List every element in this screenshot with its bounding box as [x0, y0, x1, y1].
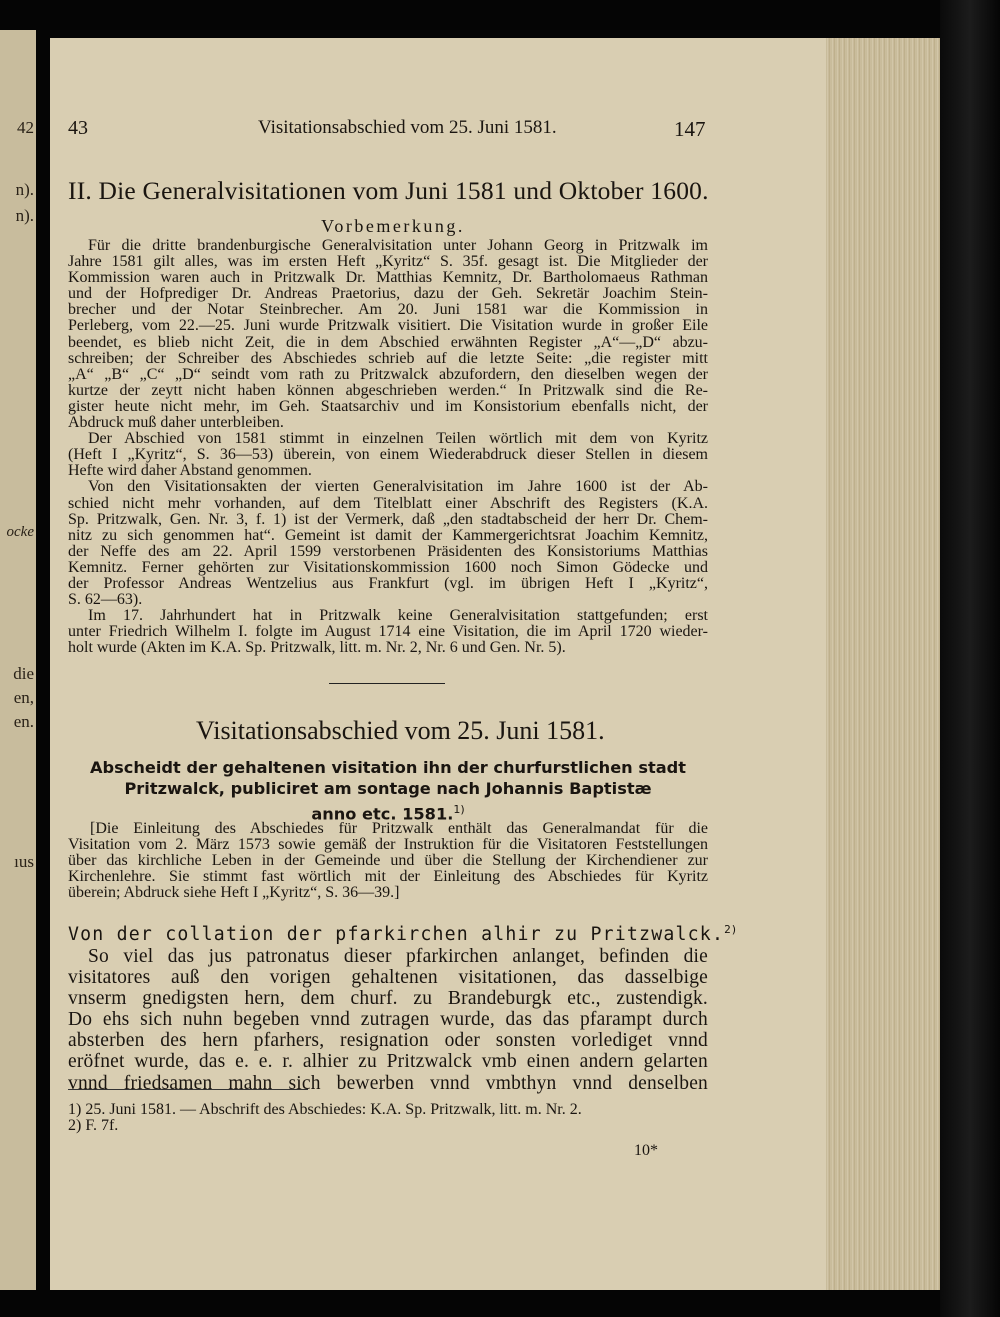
header-left-number: 43: [68, 117, 88, 139]
collation-heading: [68, 923, 737, 945]
footnote-2: 2) F. 7f.: [68, 1117, 119, 1134]
margin-fragment: ocke: [6, 524, 34, 540]
preface-line: gister heute nicht mehr, im Geh. Staatsarchiv und im Konsistorium ebenfalls nicht, der: [68, 397, 708, 415]
footnotes: [68, 1102, 708, 1134]
body-line: So viel das jus patronatus dieser pfarkirchen anlanget, befinden die: [88, 946, 708, 967]
preface-line: und der Hofprediger Dr. Andreas Praetorius, dazu der Geh. Sekretär Joachim Stein-: [68, 285, 708, 303]
preface-line: Kommission waren auch in Pritzwalk Dr. Matthias Kemnitz, Dr. Bartholomaeus Rathman: [68, 269, 708, 287]
body-line: eröfnet wurde, das e. e. r. alhier zu Pritzwalck vmb einen andern gelarten: [68, 1051, 708, 1073]
preface-line: schied nicht mehr vorhanden, auf dem Titelblatt einer Abschrift des Registers (K.A.: [68, 494, 708, 512]
subtitle-line: anno etc. 1581.: [311, 804, 454, 824]
section-divider: [329, 683, 445, 684]
running-title: Visitationsabschied vom 25. Juni 1581.: [258, 117, 557, 138]
preface-line: Im 17. Jahrhundert hat in Pritzwalk keine Generalvisitation stattgefunden; erst: [88, 607, 708, 625]
collation-footnote-ref: 2): [724, 923, 738, 936]
body-line: vnserm gnedigsten hern, dem churf. zu Brandeburgk etc., zustendigk.: [68, 988, 708, 1010]
collation-heading-text: Von der collation der pfarkirchen alhir zu Pritzwalck.: [68, 924, 725, 946]
preface-line: Perleberg, vom 22.—25. Juni wurde Pritzwalk visitiert. Die Visitation wurde in großer Eile: [68, 317, 708, 335]
intro-line: über das kirchliche Leben in der Gemeinde und über die Stellung der Kirchendiener zur: [68, 852, 708, 870]
preface-line: Sp. Pritzwalk, Gen. Nr. 3, f. 1) ist der Vermerk, daß „den stadtabscheid der herr Dr. Chem-: [68, 510, 708, 528]
preface-line: Von den Visitationsakten der vierten Generalvisitation im Jahre 1600 ist der Ab-: [88, 478, 708, 496]
body-line: Do ehs sich nuhn begeben vnnd zutragen wurde, das das pfarampt durch: [68, 1009, 708, 1031]
margin-fragment: n).: [15, 206, 34, 225]
preface-line: kurtze der zeytt nicht haben können abgeschrieben werden.“ In Pritzwalk sind die Re-: [68, 381, 708, 399]
footnote-rule: [68, 1089, 308, 1090]
preface: [68, 238, 708, 656]
intro-line: Kirchenlehre. Sie stimmt fast wörtlich mit der Einleitung des Abschiedes für Kyritz: [68, 868, 708, 886]
preface-line: unter Friedrich Wilhelm I. folgte im August 1714 eine Visitation, die im April 1720 wieder-: [68, 623, 708, 641]
preface-line: S. 62—63).: [68, 591, 143, 609]
document-subtitle: [68, 757, 708, 824]
margin-fragment: 42: [17, 118, 34, 137]
preface-heading-text: Vorbemerkung.: [321, 216, 465, 236]
intro-line: [Die Einleitung des Abschiedes für Pritzwalk enthält das Generalmandat für die: [90, 820, 708, 837]
subtitle-line: Abscheidt der gehaltenen visitation ihn der churfurstlichen stadt: [90, 758, 686, 777]
intro-line: überein; Abdruck siehe Heft I „Kyritz“, S. 36—39.]: [68, 884, 400, 902]
book-cover-spine: [940, 0, 1000, 1317]
preface-line: holt wurde (Akten im K.A. Sp. Pritzwalk, litt. m. Nr. 2, Nr. 6 und Gen. Nr. 5).: [68, 639, 566, 657]
body-line: visitatores auß den vorigen gehaltenen visitationen, das dasselbige: [68, 967, 708, 989]
preface-line: der Neffe des am 22. April 1599 verstorbenen Präsidenten des Konsistoriums Matthias: [68, 542, 708, 560]
margin-fragment: en,: [13, 688, 34, 707]
document-title: Visitationsabschied vom 25. Juni 1581.: [196, 716, 605, 745]
intro-line: Visitation vom 2. März 1573 sowie gemäß der Instruktion für die Visitatoren Feststellungen: [68, 836, 708, 854]
preface-heading: [0, 216, 776, 237]
preface-line: „A“ „B“ „C“ „D“ seindt vom rath zu Pritzwalck abzufordern, den dieselben wegen der: [68, 365, 708, 383]
preface-line: schreiben; der Schreiber des Abschiedes schrieb auf die letzte Seite: „die register mitt: [68, 349, 708, 367]
subtitle-line: Pritzwalck, publiciret am sontage nach Johannis Baptistæ: [124, 779, 652, 798]
preface-line: der Professor Andreas Wentzelius aus Frankfurt (vgl. im übrigen Heft I „Kyritz“,: [68, 574, 708, 592]
margin-fragment: en.: [13, 712, 34, 731]
margin-fragment: die: [13, 664, 34, 683]
preface-line: Der Abschied von 1581 stimmt in einzelnen Teilen wörtlich mit dem von Kyritz: [88, 430, 708, 448]
subtitle-footnote-ref: 1): [453, 803, 465, 816]
margin-fragment: ıus: [14, 852, 34, 871]
preface-line: Jahre 1581 gilt alles, was im ersten Heft „Kyritz“ S. 35f. gesagt ist. Die Mitglieder der: [68, 253, 708, 271]
page-stack-edges: [826, 38, 940, 1290]
margin-fragment: n).: [15, 180, 34, 199]
signature-mark: 10*: [634, 1142, 658, 1159]
preface-line: beendet, es blieb nicht Zeit, die in dem Abschied erwähnten Register „A“—„D“ abzu-: [68, 333, 708, 351]
preface-line: brecher und der Notar Steinbrecher. Am 20. Juni 1581 war die Kommission in: [68, 301, 708, 319]
preface-line: Für die dritte brandenburgische Generalvisitation unter Johann Georg in Pritzwalk im: [88, 237, 708, 254]
body-line: absterben des hern pfarhers, resignation oder sonsten vorlediget vnnd: [68, 1030, 708, 1052]
footnote-1: 1) 25. Juni 1581. — Abschrift des Abschiedes: K.A. Sp. Pritzwalk, litt. m. Nr. 2.: [68, 1101, 582, 1118]
preface-line: Kemnitz. Ferner gehörten zur Visitationskommission 1600 noch Simon Gödecke und: [68, 558, 708, 576]
preface-line: (Heft I „Kyritz“, S. 36—53) überein, von einem Wiederabdruck dieser Stellen in diesem: [68, 446, 708, 464]
editorial-intro: [68, 821, 708, 901]
section-title: II. Die Generalvisitationen vom Juni 1581 und Oktober 1600.: [68, 176, 709, 205]
abschied-body: [68, 946, 708, 1094]
preface-line: Hefte wird daher Abstand genommen.: [68, 462, 312, 480]
page-number: 147: [674, 117, 706, 141]
preface-line: Abdruck muß daher unterbleiben.: [68, 414, 284, 432]
preface-line: nitz zu sich genommen hat“. Gemeint ist damit der Kammergerichtsrat Joachim Kemnitz,: [68, 526, 708, 544]
body-line: vnnd friedsamen mahn sich bewerben vnnd vmbthyn vnnd denselben: [68, 1072, 708, 1094]
